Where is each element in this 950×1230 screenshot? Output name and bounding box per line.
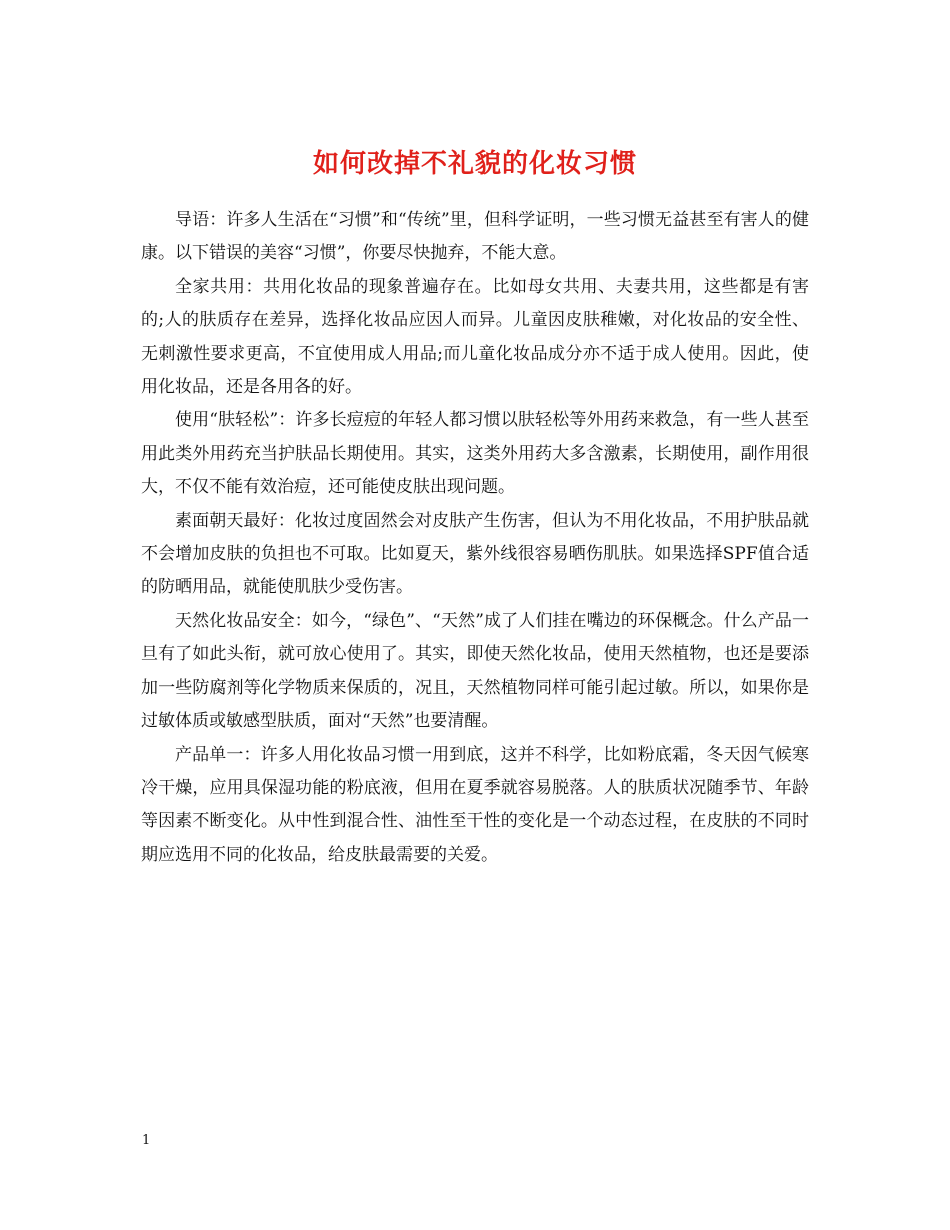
paragraph-ointment: 使用“肤轻松”：许多长痘痘的年轻人都习惯以肤轻松等外用药来救急，有一些人甚至用此类外用药充当护肤品长期使用。其实，这类外用药大多含激素，长期使用，副作用很大，不仅不能有效治痘，还可能使皮肤出现问题。 bbox=[141, 410, 809, 498]
page-title: 如何改掉不礼貌的化妆习惯 bbox=[312, 149, 637, 180]
article-body bbox=[141, 204, 809, 872]
paragraph-bare-face: 素面朝天最好：化妆过度固然会对皮肤产生伤害，但认为不用化妆品，不用护肤品就不会增加皮肤的负担也不可取。比如夏天，紫外线很容易晒伤肌肤。如果选择SPF值合适的防晒用品，就能使肌肤少受伤害。 bbox=[141, 510, 809, 598]
paragraph-single-product: 产品单一：许多人用化妆品习惯一用到底，这并不科学，比如粉底霜，冬天因气候寒冷干燥，应用具保湿功能的粉底液，但用在夏季就容易脱落。人的肤质状况随季节、年龄等因素不断变化。从中性到混合性、油性至干性的变化是一个动态过程，在皮肤的不同时期应选用不同的化妆品，给皮肤最需要的关爱。 bbox=[141, 744, 809, 865]
page-number: 1 bbox=[142, 1133, 151, 1148]
paragraph-natural-cosmetics: 天然化妆品安全：如今，“绿色”、“天然”成了人们挂在嘴边的环保概念。什么产品一旦有了如此头衔，就可放心使用了。其实，即使天然化妆品，使用天然植物，也还是要添加一些防腐剂等化学物质来保质的，况且，天然植物同样可能引起过敏。所以，如果你是过敏体质或敏感型肤质，面对“天然”也要清醒。 bbox=[141, 610, 809, 732]
paragraph-shared-use: 全家共用：共用化妆品的现象普遍存在。比如母女共用、夫妻共用，这些都是有害的;人的肤质存在差异，选择化妆品应因人而异。儿童因皮肤稚嫩，对化妆品的安全性、无刺激性要求更高，不宜使用成人用品;而儿童化妆品成分亦不适于成人使用。因此，使用化妆品，还是各用各的好。 bbox=[141, 276, 809, 398]
paragraph-intro: 导语：许多人生活在“习惯”和“传统”里，但科学证明，一些习惯无益甚至有害人的健康。以下错误的美容“习惯”，你要尽快抛弃，不能大意。 bbox=[141, 210, 809, 264]
